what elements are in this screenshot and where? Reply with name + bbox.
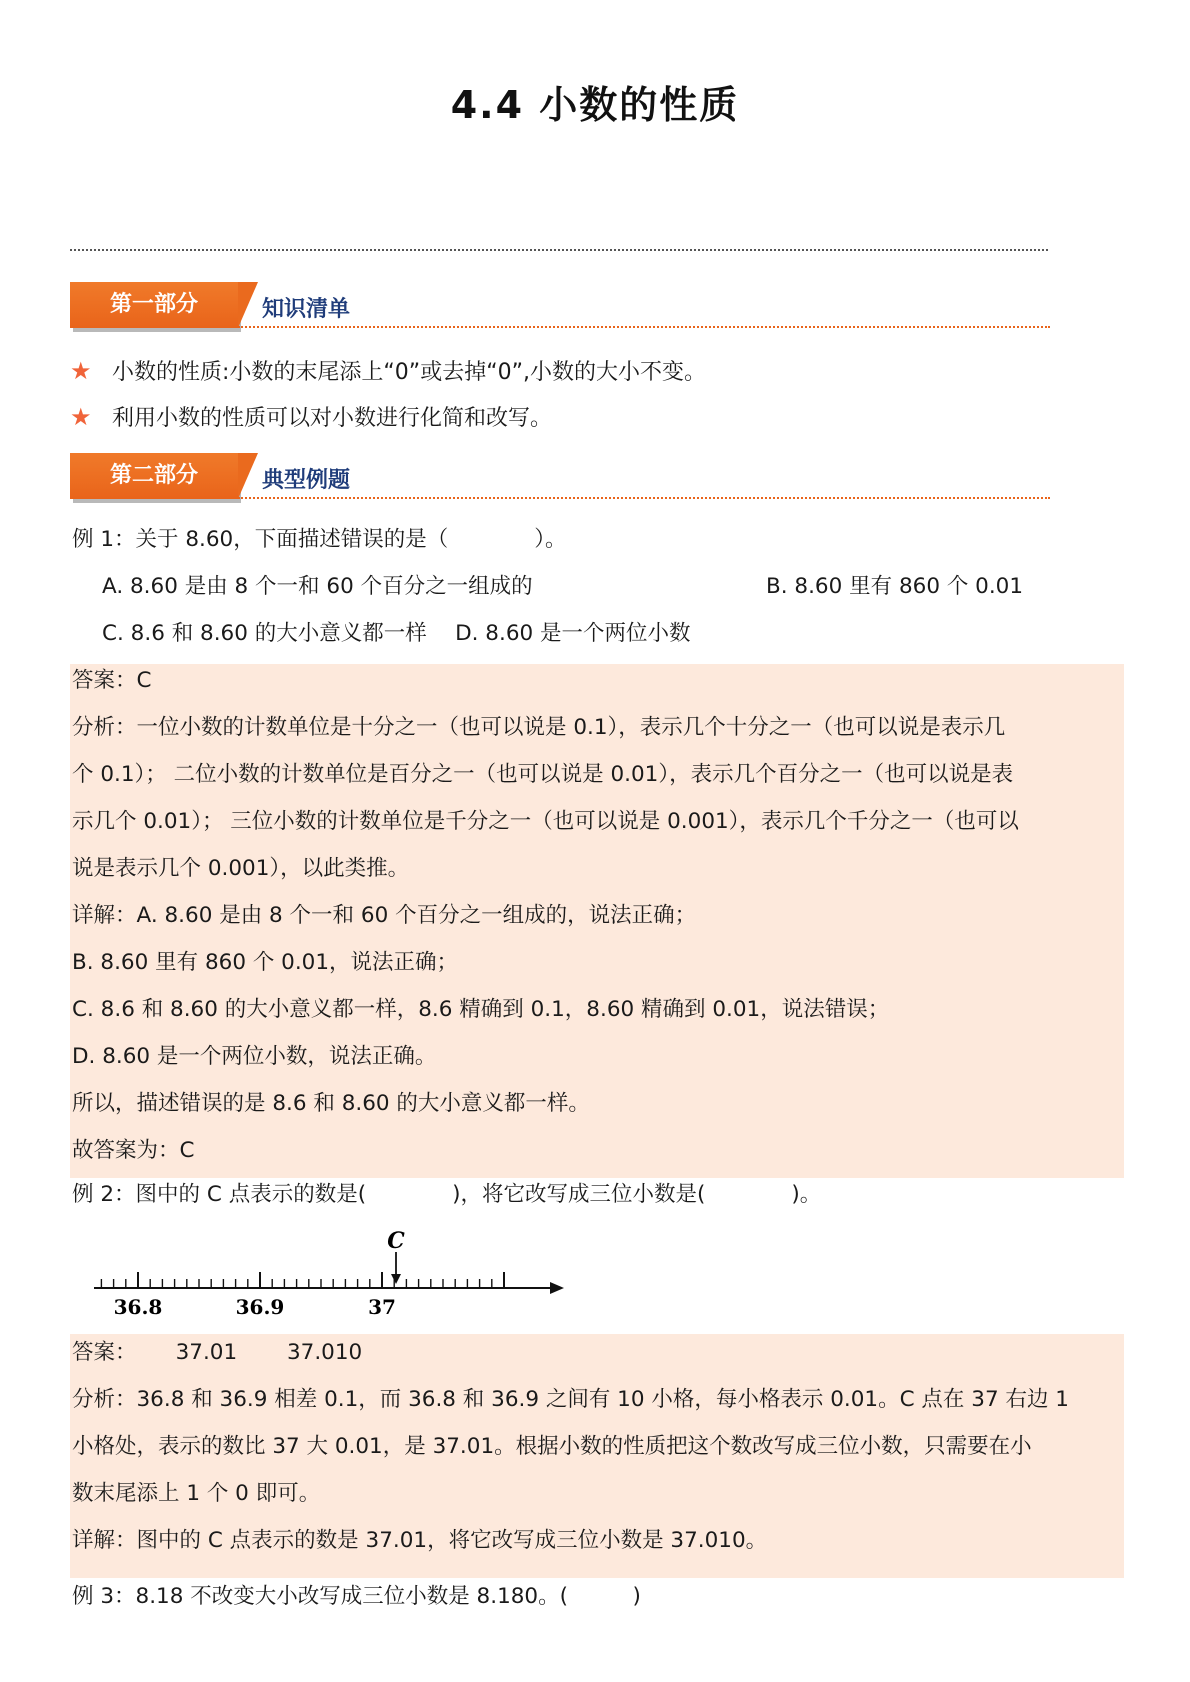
example-3-question: 例 3：8.18 不改变大小改写成三位小数是 8.180。( ) — [72, 1584, 641, 1609]
example-2-question: 例 2：图中的 C 点表示的数是( )，将它改写成三位小数是( )。 — [72, 1182, 822, 1207]
tick-label-36-9: 36.9 — [235, 1295, 285, 1318]
answer-line: C. 8.6 和 8.60 的大小意义都一样，8.6 精确到 0.1，8.60 精确到 0.01，说法错误； — [72, 997, 890, 1022]
title-divider — [70, 249, 1048, 251]
example-2-answer-box — [70, 1334, 1124, 1578]
number-line-arrowhead — [550, 1282, 564, 1294]
answer-line: 详解：图中的 C 点表示的数是 37.01，将它改写成三位小数是 37.010。 — [72, 1528, 768, 1553]
answer-line: 个 0.1）； 二位小数的计数单位是百分之一（也可以说是 0.01），表示几个百分之一（也可以说是表 — [72, 762, 1014, 787]
section-examples-header — [70, 453, 1050, 505]
section-tab: 第二部分 — [70, 453, 238, 499]
star-icon: ★ — [70, 403, 92, 431]
section-knowledge-header — [70, 282, 1050, 334]
section-underline — [238, 497, 1050, 499]
page-title: 4.4 小数的性质 — [450, 83, 740, 127]
bullet-item — [70, 402, 552, 434]
option-c-d: C. 8.6 和 8.60 的大小意义都一样 D. 8.60 是一个两位小数 — [102, 621, 691, 646]
point-label-c: C — [387, 1228, 405, 1254]
answer-line: 答案： 37.01 37.010 — [72, 1340, 363, 1365]
answer-line: 详解：A. 8.60 是由 8 个一和 60 个百分之一组成的，说法正确； — [72, 903, 697, 928]
answer-line: 分析：一位小数的计数单位是十分之一（也可以说是 0.1），表示几个十分之一（也可以说是表示几 — [72, 715, 1006, 740]
number-line-ticks — [101, 1272, 504, 1288]
answer-line: 分析：36.8 和 36.9 相差 0.1，而 36.8 和 36.9 之间有 10 小格，每小格表示 0.01。C 点在 37 右边 1 — [72, 1387, 1069, 1412]
number-line-figure — [90, 1218, 570, 1318]
section-label: 知识清单 — [262, 297, 351, 322]
section-label: 典型例题 — [262, 468, 351, 493]
tick-label-36-8: 36.8 — [113, 1295, 163, 1318]
answer-line: 示几个 0.01）； 三位小数的计数单位是千分之一（也可以说是 0.001），表示几个千分之一（也可以 — [72, 809, 1019, 834]
section-tab: 第一部分 — [70, 282, 238, 328]
tick-label-37: 37 — [368, 1295, 396, 1318]
section-underline — [238, 326, 1050, 328]
answer-line: 所以，描述错误的是 8.6 和 8.60 的大小意义都一样。 — [72, 1091, 590, 1116]
answer-line: 说是表示几个 0.001），以此类推。 — [72, 856, 410, 881]
answer-line: 小格处，表示的数比 37 大 0.01，是 37.01。根据小数的性质把这个数改写成三位小数，只需要在小 — [72, 1434, 1032, 1459]
example-1-question: 例 1：关于 8.60，下面描述错误的是（ ）。 — [72, 527, 567, 552]
answer-line: 故答案为：C — [72, 1138, 195, 1163]
answer-line: B. 8.60 里有 860 个 0.01，说法正确； — [72, 950, 459, 975]
star-icon: ★ — [70, 357, 92, 385]
bullet-text: 小数的性质:小数的末尾添上“0”或去掉“0”,小数的大小不变。 — [112, 360, 706, 385]
option-b: B. 8.60 里有 860 个 0.01 — [766, 574, 1024, 599]
answer-line: D. 8.60 是一个两位小数，说法正确。 — [72, 1044, 437, 1069]
answer-line: 答案：C — [72, 668, 152, 693]
bullet-text: 利用小数的性质可以对小数进行化简和改写。 — [112, 406, 553, 431]
option-a: A. 8.60 是由 8 个一和 60 个百分之一组成的 — [102, 574, 533, 599]
point-c-arrowhead — [391, 1274, 401, 1284]
bullet-item — [70, 356, 706, 388]
answer-line: 数末尾添上 1 个 0 即可。 — [72, 1481, 321, 1506]
example-1-answer-box — [70, 664, 1124, 1178]
